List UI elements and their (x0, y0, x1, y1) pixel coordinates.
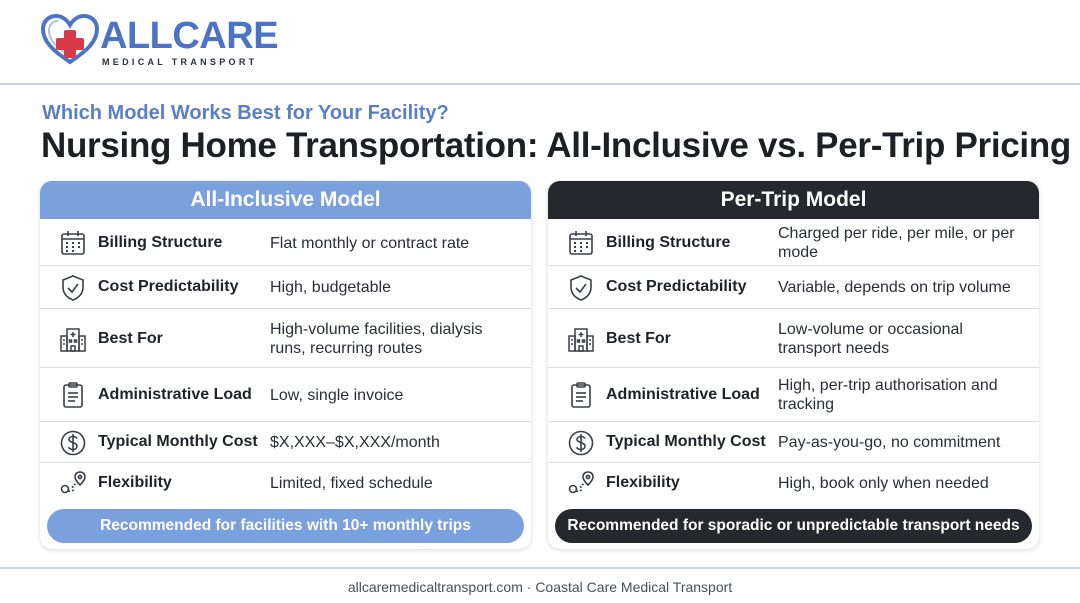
table-row-best-for (40, 309, 531, 368)
row-value: High, per-trip authorisation and tracking (778, 377, 998, 413)
row-label: Administrative Load (98, 386, 252, 403)
row-label: Cost Predictability (98, 278, 239, 295)
row-label: Typical Monthly Cost (606, 433, 766, 450)
calendar-icon (566, 228, 596, 258)
table-row-typical-monthly-cost (548, 422, 1039, 463)
row-value: Charged per ride, per mile, or per mode (778, 225, 1015, 261)
table-row-administrative-load (548, 368, 1039, 422)
card-header-all-inclusive: All-Inclusive Model (40, 181, 531, 219)
row-label: Administrative Load (606, 386, 760, 403)
table-row-billing-structure (548, 219, 1039, 266)
brand-tagline: MEDICAL TRANSPORT (102, 57, 258, 67)
row-label: Flexibility (606, 474, 680, 491)
row-label: Flexibility (98, 474, 172, 491)
dollar-icon (566, 428, 596, 458)
building-icon (566, 324, 596, 354)
brand-logo[interactable] (40, 12, 279, 70)
recommendation-badge-all-inclusive: Recommended for facilities with 10+ monthly trips (47, 509, 524, 543)
shield-check-icon (58, 273, 88, 303)
row-value: High-volume facilities, dialysis runs, recurring routes (270, 321, 483, 357)
calendar-icon (58, 228, 88, 258)
table-row-flexibility (548, 463, 1039, 503)
row-label: Best For (606, 330, 671, 347)
page-title: Nursing Home Transportation: All-Inclusive vs. Per-Trip Pricing (41, 126, 1072, 165)
shield-check-icon (566, 273, 596, 303)
table-row-cost-predictability (40, 266, 531, 309)
row-value: Low, single invoice (270, 387, 404, 404)
heart-cross-logo-icon (40, 12, 100, 68)
row-label: Cost Predictability (606, 278, 747, 295)
page-header (0, 0, 1080, 84)
table-row-best-for (548, 309, 1039, 368)
footer-divider (0, 567, 1080, 569)
clipboard-icon (566, 380, 596, 410)
row-value: Flat monthly or contract rate (270, 235, 470, 252)
row-label: Typical Monthly Cost (98, 433, 258, 450)
clipboard-icon (58, 380, 88, 410)
row-label: Billing Structure (606, 234, 731, 251)
header-divider (0, 83, 1080, 85)
row-value: $X,XXX–$X,XXX/month (270, 434, 440, 451)
dollar-icon (58, 428, 88, 458)
table-row-flexibility (40, 463, 531, 503)
row-label: Billing Structure (98, 234, 223, 251)
route-icon (566, 468, 596, 498)
row-value: High, book only when needed (778, 475, 989, 492)
row-value: High, budgetable (270, 279, 391, 296)
building-icon (58, 324, 88, 354)
all-inclusive-card (40, 181, 531, 549)
row-value: Low-volume or occasional transport needs (778, 321, 963, 357)
footer-text: allcaremedicaltransport.com · Coastal Care Medical Transport (347, 579, 733, 595)
row-label: Best For (98, 330, 163, 347)
brand-name: ALLCARE (100, 15, 279, 57)
row-value: Pay-as-you-go, no commitment (778, 434, 1001, 451)
recommendation-badge-per-trip: Recommended for sporadic or unpredictable transport needs (555, 509, 1032, 543)
table-row-typical-monthly-cost (40, 422, 531, 463)
table-row-billing-structure (40, 219, 531, 266)
table-row-cost-predictability (548, 266, 1039, 309)
card-header-per-trip: Per-Trip Model (548, 181, 1039, 219)
row-value: Variable, depends on trip volume (778, 279, 1011, 296)
per-trip-card (548, 181, 1039, 549)
page-subtitle: Which Model Works Best for Your Facility? (42, 102, 449, 124)
route-icon (58, 468, 88, 498)
table-row-administrative-load (40, 368, 531, 422)
row-value: Limited, fixed schedule (270, 475, 433, 492)
